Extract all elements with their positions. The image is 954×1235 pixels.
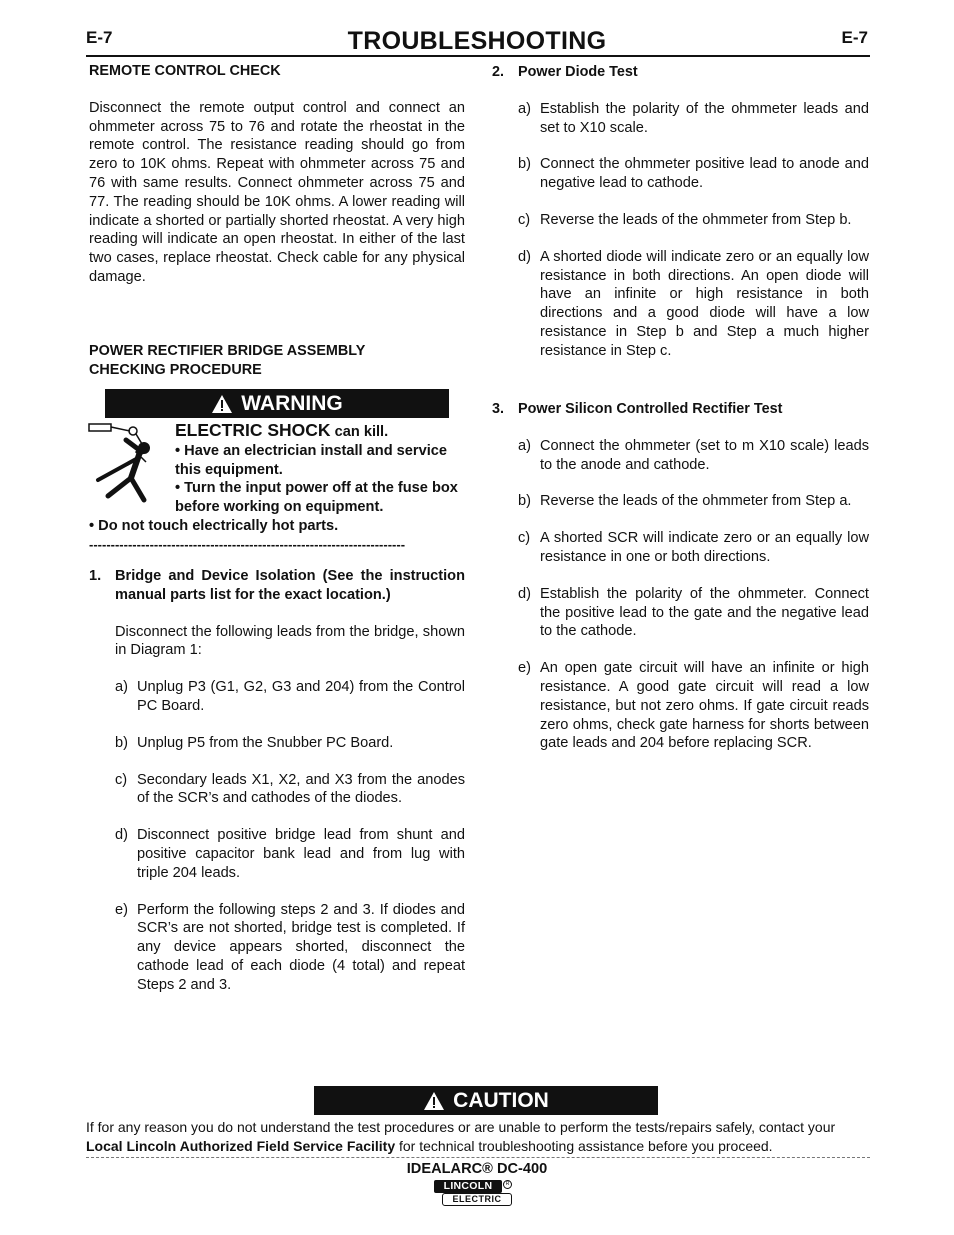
list-item-text: Connect the ohmmeter (set to m X10 scale) leads to the anode and cathode. [540,437,869,473]
step3-section [492,400,869,753]
step1-section [89,567,465,995]
list-item [115,734,465,753]
bridge-heading [89,342,465,380]
step2-title: Power Diode Test [518,64,638,80]
list-item-text: Perform the following steps 2 and 3. If diodes and SCR’s are not shorted, bridge test is completed. If any device appears shorted, disconnect the cathode lead of each diode (4 total) and repeat Steps 2 and 3. [137,901,465,993]
warning-text-block [175,421,460,517]
lincoln-electric-logo [434,1180,510,1206]
list-item-text: Secondary leads X1, X2, and X3 from the anodes of the SCR’s and cathodes of the diodes. [137,771,465,807]
step1-title: Bridge and Device Isolation (See the instruction manual parts list for the exact location.) [115,568,465,603]
caution-line2: for technical troubleshooting assistance before you proceed. [399,1138,773,1154]
list-item-label: c) [518,530,531,547]
caution-text [86,1118,870,1156]
list-item-label: a) [518,437,531,454]
list-item-label: a) [518,100,531,117]
list-item [518,585,869,641]
remote-body: Disconnect the remote output control and connect an ohmmeter across 75 to 76 and rotate the rheostat in the remote control. The resistance reading should go from zero to 10K ohms. Repeat with ohmmeter across 75 and 76 with same results. Connect ohmmeter across 75 and 77. The reading should be 10K ohms. A lower reading will indicate a shorted or partially shorted rheostat. A very high reading will indicate an open rheostat. In either of the last two cases, replace rheostat. Check cable for any physical damage. [89,99,465,285]
registered-mark-icon: R [503,1180,512,1189]
list-item [518,437,869,475]
list-item-text: An open gate circuit will have an infinite or high resistance. A good gate circuit will read a low resistance, but not zero ohms. If gate circuit reads zero ohms, check gate harness for shorts between gate leads and 204 before replacing SCR. [540,660,869,752]
warning-label: WARNING [241,391,343,415]
step3-number: 3. [492,401,505,417]
caution-banner [314,1086,658,1115]
list-item [115,771,465,809]
list-item-text: Reverse the leads of the ohmmeter from Step b. [540,211,852,228]
step1-intro: Disconnect the following leads from the bridge, shown in Diagram 1: [115,623,465,659]
warning-triangle-icon [211,394,233,414]
list-item-text: Unplug P3 (G1, G2, G3 and 204) from the Control PC Board. [137,679,465,714]
bridge-heading-line2: CHECKING PROCEDURE [89,361,262,378]
list-item-label: b) [518,156,531,173]
warning-dash-rule: ------------------------------------------------------------------------- [89,537,406,552]
product-name: IDEALARC® DC-400 [406,1161,548,1177]
step2-number: 2. [492,64,505,80]
list-item [518,529,869,567]
shock-suffix: can kill. [334,424,389,440]
step2-section [492,63,869,361]
list-item [518,659,869,753]
caution-bold: Local Lincoln Authorized Field Service Facility [86,1138,396,1154]
list-item-text: Disconnect positive bridge lead from shunt and positive capacitor bank lead and from lug with triple 204 leads. [137,827,465,881]
list-item-text: Reverse the leads of the ohmmeter from Step a. [540,493,852,510]
bridge-heading-line1: POWER RECTIFIER BRIDGE ASSEMBLY [89,343,366,359]
list-item-text: A shorted diode will indicate zero or an equally low resistance in both directions. An open diode will have an infinite or high resistance in both directions and a good diode will have a low resistance in Step b and Step a much higher resistance in Step c. [540,248,869,359]
list-item-label: c) [518,211,531,228]
step3-title: Power Silicon Controlled Rectifier Test [518,401,783,417]
list-item-label: c) [115,771,128,788]
list-item [115,826,465,882]
list-item-text: A shorted SCR will indicate zero or an equally low resistance in one or both directions. [540,530,869,565]
page-title: TROUBLESHOOTING [347,27,607,55]
page-code-left: E-7 [86,28,113,47]
list-item-label: e) [518,660,531,677]
electric-shock-icon [86,422,168,504]
list-item [518,211,869,230]
list-item-label: d) [518,248,531,265]
caution-label: CAUTION [453,1088,549,1112]
list-item [518,248,869,361]
list-item [518,155,869,193]
list-item-text: Establish the polarity of the ohmmeter leads and set to X10 scale. [540,100,869,136]
logo-bottom: ELECTRIC [442,1193,512,1206]
list-item [115,901,465,995]
remote-control-section [89,62,465,287]
step1-number: 1. [89,568,102,584]
list-item [518,100,869,138]
list-item-label: b) [518,493,531,510]
warning-banner [105,389,449,418]
list-item-label: e) [115,901,128,918]
list-item [518,492,869,511]
list-item-label: a) [115,679,128,696]
warning-bullet-2: • Turn the input power off at the fuse box before working on equipment. [175,480,458,516]
remote-heading: REMOTE CONTROL CHECK [89,63,281,79]
footer-divider [86,1157,870,1158]
warning-bullet-3: • Do not touch electrically hot parts. [89,518,339,534]
list-item [115,678,465,716]
list-item-label: d) [115,827,128,844]
list-item-text: Establish the polarity of the ohmmeter. Connect the positive lead to the gate and the negative lead to the cathode. [540,585,869,640]
list-item-text: Connect the ohmmeter positive lead to anode and negative lead to cathode. [540,156,869,192]
warning-bullet-1: • Have an electrician install and service this equipment. [175,442,447,478]
list-item-text: Unplug P5 from the Snubber PC Board. [137,734,394,751]
caution-line1: If for any reason you do not understand the test procedures or are unable to perform the tests/repairs safely, contact your [86,1119,836,1135]
list-item-label: d) [518,585,531,602]
header-rule [86,55,870,57]
list-item-label: b) [115,734,128,751]
shock-title: ELECTRIC SHOCK [175,420,331,440]
warning-triangle-icon [423,1091,445,1111]
logo-top: LINCOLN [434,1180,502,1193]
page-code-right: E-7 [841,28,868,47]
